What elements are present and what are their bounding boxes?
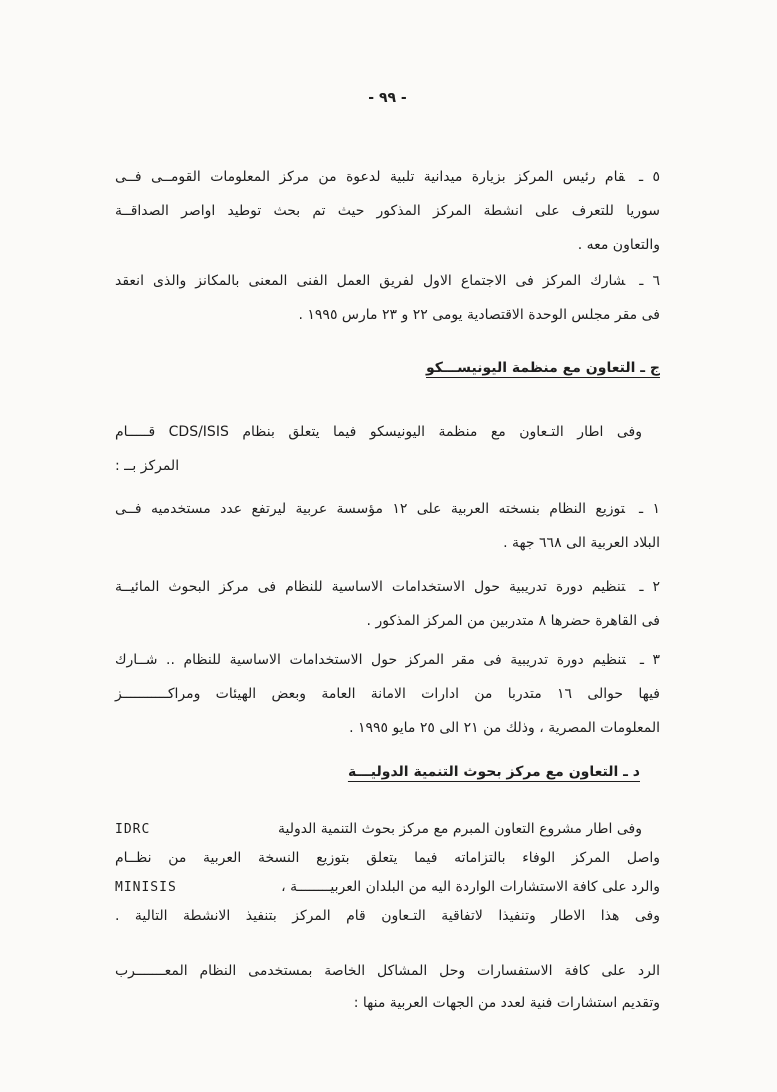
item-line bbox=[115, 570, 660, 604]
list-item-2 bbox=[115, 570, 660, 638]
item-number: ٥ ـ bbox=[638, 169, 660, 185]
item-number: ٦ ـ bbox=[639, 273, 660, 289]
paragraph-text: وفى اطار مشروع التعاون المبرم مع مركز بحوث التنمية الدولية bbox=[278, 821, 642, 837]
item-line bbox=[115, 160, 660, 194]
page-number: - ٩٩ - bbox=[368, 90, 407, 106]
paragraph-line: وفى اطار التـعاون مع منظمة اليونيسكو فيما يتعلق بنظام CDS/ISIS قـــــام bbox=[115, 424, 642, 440]
list-item-3 bbox=[115, 643, 660, 745]
paragraph-line: وفى هذا الاطار وتنفيذا لاتفاقية التـعاون قام المركز بتنفيذ الانشطة التالية . bbox=[115, 908, 660, 924]
item-number: ٣ ـ bbox=[639, 652, 660, 668]
paragraph-idrc bbox=[115, 815, 660, 931]
paragraph-line: الرد على كافة الاستفسارات وحل المشاكل الخاصة بمستخدمى النظام المعـــــــرب bbox=[115, 963, 660, 979]
item-line bbox=[115, 264, 660, 298]
paragraph-closing bbox=[115, 955, 660, 1019]
item-line: والتعاون معه . bbox=[577, 237, 660, 253]
list-item-5 bbox=[115, 160, 660, 262]
item-line bbox=[115, 643, 660, 677]
item-line: فيها حوالى ١٦ متدربا من ادارات الامانة العامة وبعض الهيئات ومراكـــــــــــز bbox=[115, 686, 660, 702]
list-item-1 bbox=[115, 492, 660, 560]
paragraph-line: المركز بــ : bbox=[115, 458, 180, 474]
item-text: قام رئيس المركز بزيارة ميدانية تلبية لدعوة من مركز المعلومات القومــى فــى bbox=[115, 169, 625, 185]
paragraph-line bbox=[115, 815, 660, 844]
item-line: فى مقر مجلس الوحدة الاقتصادية يومى ٢٢ و ٢٣ مارس ١٩٩٥ . bbox=[298, 307, 660, 323]
paragraph-line bbox=[115, 873, 660, 902]
paragraph-unesco bbox=[115, 415, 660, 483]
section-heading-idrc: د ـ التعاون مع مركز بحوث التنمية الدوليـــة bbox=[347, 764, 640, 780]
item-line: سوريا للتعرف على انشطة المركز المذكور حيث تم بحث توطيد اواصر الصداقــة bbox=[115, 203, 660, 219]
acronym-idrc: IDRC bbox=[115, 822, 151, 837]
item-text: توزيع النظام بنسخته العربية على ١٢ مؤسسة عربية ليرتفع عدد مستخدميه فــى bbox=[115, 501, 625, 517]
item-line: فى القاهرة حضرها ٨ متدربين من المركز المذكور . bbox=[366, 613, 660, 629]
item-text: تنظيم دورة تدريبية فى مقر المركز حول الاستخدامات الاساسية للنظام .. شــارك bbox=[115, 652, 626, 668]
item-number: ١ ـ bbox=[638, 501, 660, 517]
item-text: تنظيم دورة تدريبية حول الاستخدامات الاساسية للنظام فى مركز البحوث المائيــة bbox=[115, 579, 626, 595]
paragraph-line: واصل المركز الوفاء بالتزاماته فيما يتعلق بتوزيع النسخة العربية من نظــام bbox=[115, 850, 660, 866]
paragraph-line: وتقديم استشارات فنية لعدد من الجهات العربية منها : bbox=[353, 995, 660, 1011]
section-heading-unesco: ج ـ التعاون مع منظمة اليونيســـكو bbox=[426, 360, 660, 376]
paragraph-text: والرد على كافة الاستشارات الواردة اليه من البلدان العربيــــــــة ، bbox=[281, 879, 660, 895]
item-line bbox=[115, 492, 660, 526]
item-text: شارك المركز فى الاجتماع الاول لفريق العمل الفنى المعنى بالمكانز والذى انعقد bbox=[115, 273, 626, 289]
item-number: ٢ ـ bbox=[639, 579, 660, 595]
list-item-6 bbox=[115, 264, 660, 332]
acronym-minisis: MINISIS bbox=[115, 880, 177, 895]
item-line: البلاد العربية الى ٦٦٨ جهة . bbox=[503, 535, 660, 551]
item-line: المعلومات المصرية ، وذلك من ٢١ الى ٢٥ مايو ١٩٩٥ . bbox=[349, 720, 660, 736]
